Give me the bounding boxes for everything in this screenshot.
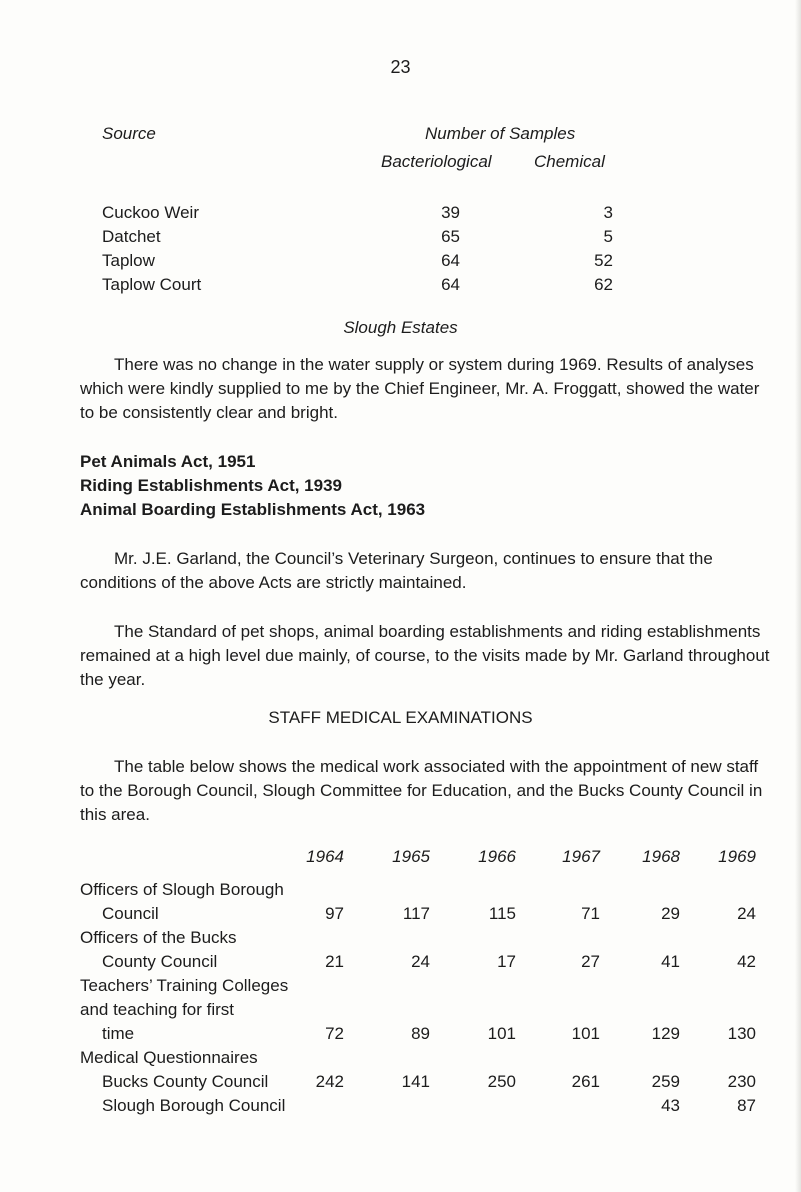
source-name: Taplow Court <box>102 275 202 294</box>
cell-value: 42 <box>737 952 756 971</box>
cell-value: 17 <box>497 952 516 971</box>
source-name: Cuckoo Weir <box>102 203 199 222</box>
bact-count: 65 <box>441 227 460 246</box>
cell-value: 101 <box>487 1024 516 1043</box>
year-header: 1965 <box>392 847 430 866</box>
cell-value: 250 <box>487 1072 516 1091</box>
cell-value: 101 <box>571 1024 600 1043</box>
cell-value: 29 <box>661 904 680 923</box>
cell-value: 230 <box>727 1072 756 1091</box>
source-header: Source <box>102 124 156 143</box>
page-number: 23 <box>390 57 411 77</box>
paragraph-text: The Standard of pet shops, animal boarding establishments and riding establishments remained at a high level due mainly, of course, to the visits made by Mr. Garland throughout the year. <box>80 622 770 689</box>
samples-group-header: Number of Samples <box>425 124 576 143</box>
act-title: Riding Establishments Act, 1939 <box>80 476 342 495</box>
cell-value: 141 <box>401 1072 430 1091</box>
row-label: Teachers’ Training Colleges <box>80 976 289 995</box>
row-label: Officers of the Bucks <box>80 928 237 947</box>
row-label: County Council <box>102 952 218 971</box>
staff-paragraph <box>80 755 770 827</box>
slough-estates-heading: Slough Estates <box>343 318 458 337</box>
row-label: time <box>102 1024 135 1043</box>
cell-value: 261 <box>571 1072 600 1091</box>
cell-value: 71 <box>581 904 600 923</box>
cell-value: 129 <box>651 1024 680 1043</box>
act-title: Pet Animals Act, 1951 <box>80 452 256 471</box>
row-label: Bucks County Council <box>102 1072 269 1091</box>
page-edge-shadow <box>795 0 801 1192</box>
cell-value: 72 <box>325 1024 344 1043</box>
chem-count: 5 <box>603 227 613 246</box>
cell-value: 27 <box>581 952 600 971</box>
garland-paragraph <box>80 547 770 595</box>
standard-paragraph <box>80 620 770 692</box>
cell-value: 242 <box>315 1072 344 1091</box>
cell-value: 89 <box>411 1024 430 1043</box>
chemical-header: Chemical <box>534 152 605 171</box>
paragraph-text: There was no change in the water supply or system during 1969. Results of analyses which were kindly supplied to me by the Chief Engineer, Mr. A. Froggatt, showed the water to be consistently clear and bright. <box>80 355 760 422</box>
slough-paragraph <box>80 353 770 425</box>
act-title: Animal Boarding Establishments Act, 1963 <box>80 500 426 519</box>
paragraph-text: Mr. J.E. Garland, the Council’s Veterinary Surgeon, continues to ensure that the conditions of the above Acts are strictly maintained. <box>80 549 713 592</box>
cell-value: 130 <box>727 1024 756 1043</box>
chem-count: 3 <box>603 203 613 222</box>
staff-medical-heading: STAFF MEDICAL EXAMINATIONS <box>268 708 533 727</box>
row-label: Slough Borough Council <box>102 1096 286 1115</box>
year-header: 1968 <box>642 847 680 866</box>
cell-value: 21 <box>325 952 344 971</box>
cell-value: 259 <box>651 1072 680 1091</box>
source-name: Taplow <box>102 251 155 270</box>
cell-value: 115 <box>488 904 516 923</box>
cell-value: 43 <box>661 1096 680 1115</box>
bacteriological-header: Bacteriological <box>381 152 492 171</box>
year-header: 1966 <box>478 847 516 866</box>
year-header: 1969 <box>718 847 756 866</box>
year-header: 1964 <box>306 847 344 866</box>
questionnaires-label: Medical Questionnaires <box>80 1048 258 1067</box>
cell-value: 117 <box>402 904 430 923</box>
row-label: Officers of Slough Borough <box>80 880 284 899</box>
bact-count: 64 <box>441 251 460 270</box>
cell-value: 97 <box>325 904 344 923</box>
chem-count: 52 <box>594 251 613 270</box>
source-name: Datchet <box>102 227 161 246</box>
cell-value: 24 <box>411 952 430 971</box>
cell-value: 24 <box>737 904 756 923</box>
year-header: 1967 <box>562 847 600 866</box>
bact-count: 39 <box>441 203 460 222</box>
cell-value: 41 <box>661 952 680 971</box>
chem-count: 62 <box>594 275 613 294</box>
bact-count: 64 <box>441 275 460 294</box>
paragraph-text: The table below shows the medical work associated with the appointment of new staff to the Borough Council, Slough Committee for Education, and the Bucks County Council in this area. <box>80 757 763 824</box>
row-label: Council <box>102 904 159 923</box>
row-label: and teaching for first <box>80 1000 235 1019</box>
acts-list <box>80 450 770 522</box>
cell-value: 87 <box>737 1096 756 1115</box>
